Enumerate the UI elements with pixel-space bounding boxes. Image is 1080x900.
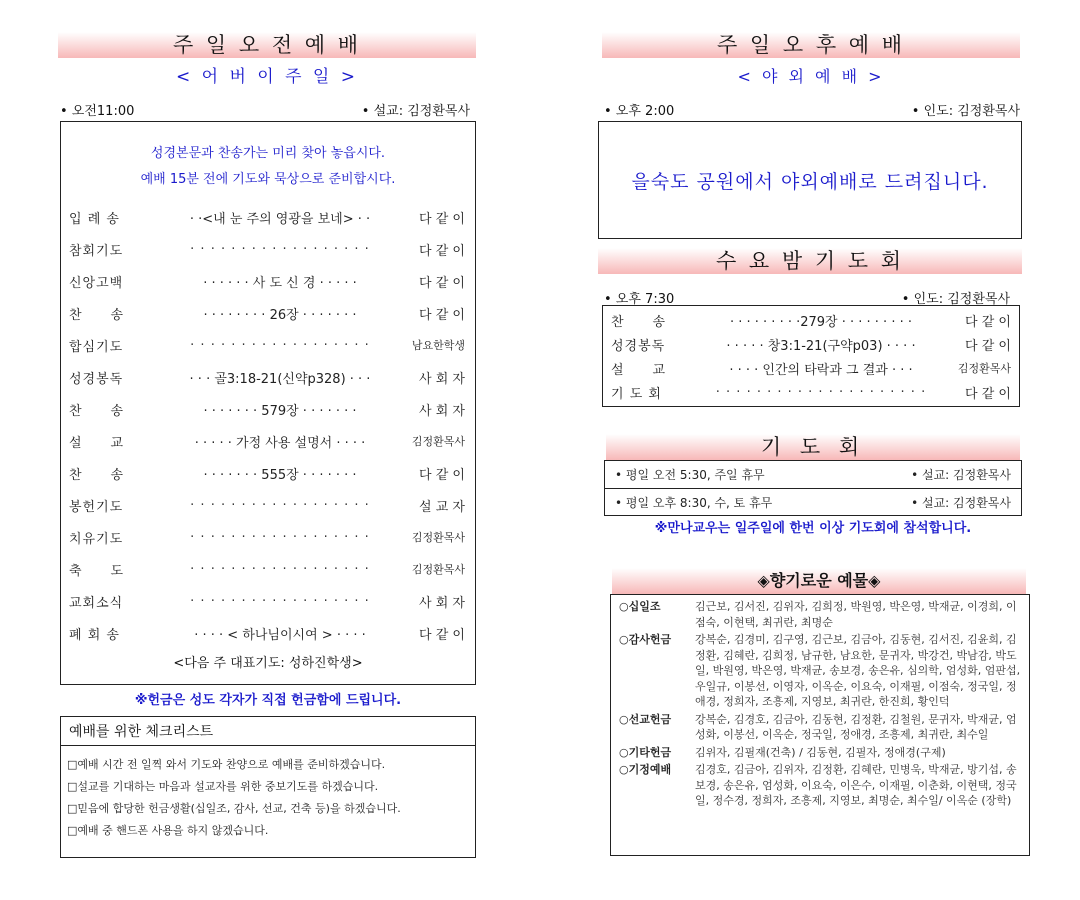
morning-subtitle: < 어 버 이 주 일 >: [175, 67, 359, 87]
order-row: 교회소식 · · · · · · · · · · · · · · · · · · 사 회 자: [69, 593, 465, 611]
prayer-box: [604, 460, 1022, 516]
checklist-item: □예배 중 핸드폰 사용을 하지 않겠습니다.: [67, 824, 269, 837]
checklist-item: □믿음에 합당한 헌금생활(십일조, 감사, 선교, 건축 등)을 하겠습니다.: [67, 802, 401, 815]
order-row: 참회기도 · · · · · · · · · · · · · · · · · · 다 같 이: [69, 241, 465, 259]
prayer-time: • 평일 오전 5:30, 주일 휴무: [615, 468, 765, 482]
morning-preacher: • 설교: 김정환목사: [361, 104, 470, 119]
wednesday-time: • 오후 7:30: [604, 292, 675, 307]
wednesday-leader: • 인도: 김정환목사: [901, 292, 1010, 307]
prayer-row: [605, 461, 1021, 489]
wednesday-order-box: [602, 305, 1020, 407]
prayer-preacher: • 설교: 김정환목사: [911, 496, 1011, 510]
afternoon-subtitle: < 야 외 예 배 >: [737, 67, 885, 86]
wednesday-row: 성경봉독 · · · · · 창3:1-21(구약p03) · · · · 다 같 이: [611, 338, 1011, 354]
checklist-item: □설교를 기대하는 마음과 설교자를 위한 중보기도를 하겠습니다.: [67, 780, 379, 793]
offerings-box: [610, 594, 1030, 856]
checklist-title: 예배를 위한 체크리스트: [61, 717, 475, 746]
morning-order-box: [60, 121, 476, 685]
order-row: 성경봉독 · · · 골3:18-21(신약p328) · · · 사 회 자: [69, 371, 465, 387]
morning-title-band: [58, 32, 476, 58]
prayer-row: [605, 489, 1021, 516]
morning-notice-2: 예배 15분 전에 기도와 묵상으로 준비합시다.: [140, 172, 396, 187]
offerings-title-band: [612, 568, 1026, 594]
morning-notice-1: 성경본문과 찬송가는 미리 찾아 놓읍시다.: [150, 146, 386, 161]
order-row: 입 례 송 · ·<내 눈 주의 영광을 보네> · · 다 같 이: [69, 211, 465, 227]
offering-group: ○십일조 김근보, 김서진, 김위자, 김희정, 박원영, 박은영, 박재균, 이경희, 이점숙, 이현택, 최귀란, 최명순: [619, 600, 1017, 629]
order-row: 합심기도 · · · · · · · · · · · · · · · · · · 남요한학생: [69, 337, 465, 355]
afternoon-leader: • 인도: 김정환목사: [911, 104, 1020, 119]
prayer-preacher: • 설교: 김정환목사: [911, 468, 1011, 482]
prayer-title: 기 도 회: [760, 435, 866, 459]
offering-group: ○기타헌금 김위자, 김필재(건축) / 김동현, 김필자, 정애경(구제): [619, 745, 946, 759]
order-row: 치유기도 · · · · · · · · · · · · · · · · · · 김정환목사: [69, 529, 465, 547]
afternoon-title: 주 일 오 후 예 배: [716, 33, 906, 57]
morning-title: 주 일 오 전 예 배: [172, 33, 362, 57]
order-row: 신앙고백 · · · · · · 사 도 신 경 · · · · · 다 같 이: [69, 275, 465, 291]
morning-time: • 오전11:00: [60, 104, 135, 119]
prayer-note: ※만나교우는 일주일에 한번 이상 기도회에 참석합니다.: [654, 521, 972, 536]
order-row: 찬 송 · · · · · · · 555장 · · · · · · · 다 같 이: [69, 467, 465, 483]
wednesday-title: 수 요 밤 기 도 회: [715, 249, 905, 273]
checklist-box: [60, 716, 476, 858]
order-row: 봉헌기도 · · · · · · · · · · · · · · · · · · 설 교 자: [69, 497, 465, 515]
wednesday-row: 설 교 · · · · 인간의 타락과 그 결과 · · · 김정환목사: [611, 362, 1011, 378]
order-row: 설 교 · · · · · 가정 사용 설명서 · · · · 김정환목사: [69, 435, 465, 451]
checklist-items: [61, 746, 475, 842]
afternoon-message: 을숙도 공원에서 야외예배로 드려집니다.: [631, 170, 989, 193]
checklist-item: □예배 시간 전 일찍 와서 기도와 찬양으로 예배를 준비하겠습니다.: [67, 758, 386, 771]
afternoon-time: • 오후 2:00: [604, 104, 675, 119]
wednesday-row: 찬 송 · · · · · · · · ·279장 · · · · · · · · · 다 같 이: [611, 314, 1011, 330]
prayer-title-band: [606, 434, 1020, 460]
offering-group: ○감사헌금 강복순, 김경미, 김구영, 김근보, 김금아, 김동현, 김서진, 김윤희, 김정환, 김혜란, 김희정, 남규한, 남요한, 문귀자, 박강건, 박남감, 박도일, 박원영, 박은영, 박재균, 송보경, 송은유, 심의학, 엄성화, 엄판섭, 우일규, 이봉선, 이영자, 이옥순, 이요숙, 이재필, 이점숙, 정국일, 정애경, 정희자, 조흥제, 지영보, 최귀란, 한진희, 황인덕: [619, 633, 1021, 708]
offering-group: ○선교헌금 강복순, 김경호, 김금아, 김동현, 김정환, 김철원, 문귀자, 박재균, 엄성화, 이봉선, 이옥순, 정국일, 정애경, 조흥제, 최귀란, 최수일: [619, 712, 1017, 741]
offering-note: ※헌금은 성도 각자가 직접 헌금함에 드립니다.: [134, 693, 402, 708]
offering-group: ○기정예배 김경호, 김금아, 김위자, 김정환, 김혜란, 민병욱, 박재균, 방기섭, 송보경, 송은유, 엄성화, 이요숙, 이은수, 이재필, 이춘화, 이현택, 정국일, 정수경, 정희자, 조흥제, 지영보, 최명순, 최수일/ 이옥순 (장학): [619, 763, 1017, 807]
offerings-title: ◈향기로운 예물◈: [757, 571, 881, 590]
next-week-prayer: <다음 주 대표기도: 성하진학생>: [173, 656, 363, 671]
order-row: 찬 송 · · · · · · · · 26장 · · · · · · · 다 같 이: [69, 307, 465, 323]
wednesday-row: 기 도 회 · · · · · · · · · · · · · · · · · · · · · 다 같 이: [611, 384, 1011, 402]
order-row: 폐 회 송 · · · · < 하나님이시여 > · · · · 다 같 이: [69, 627, 465, 643]
prayer-time: • 평일 오후 8:30, 수, 토 휴무: [615, 496, 773, 510]
morning-order-list: [61, 201, 475, 649]
afternoon-message-box: [598, 121, 1022, 239]
wednesday-title-band: [598, 248, 1022, 274]
order-row: 찬 송 · · · · · · · 579장 · · · · · · · 사 회 자: [69, 403, 465, 419]
order-row: 축 도 · · · · · · · · · · · · · · · · · · 김정환목사: [69, 561, 465, 579]
afternoon-title-band: [602, 32, 1020, 58]
